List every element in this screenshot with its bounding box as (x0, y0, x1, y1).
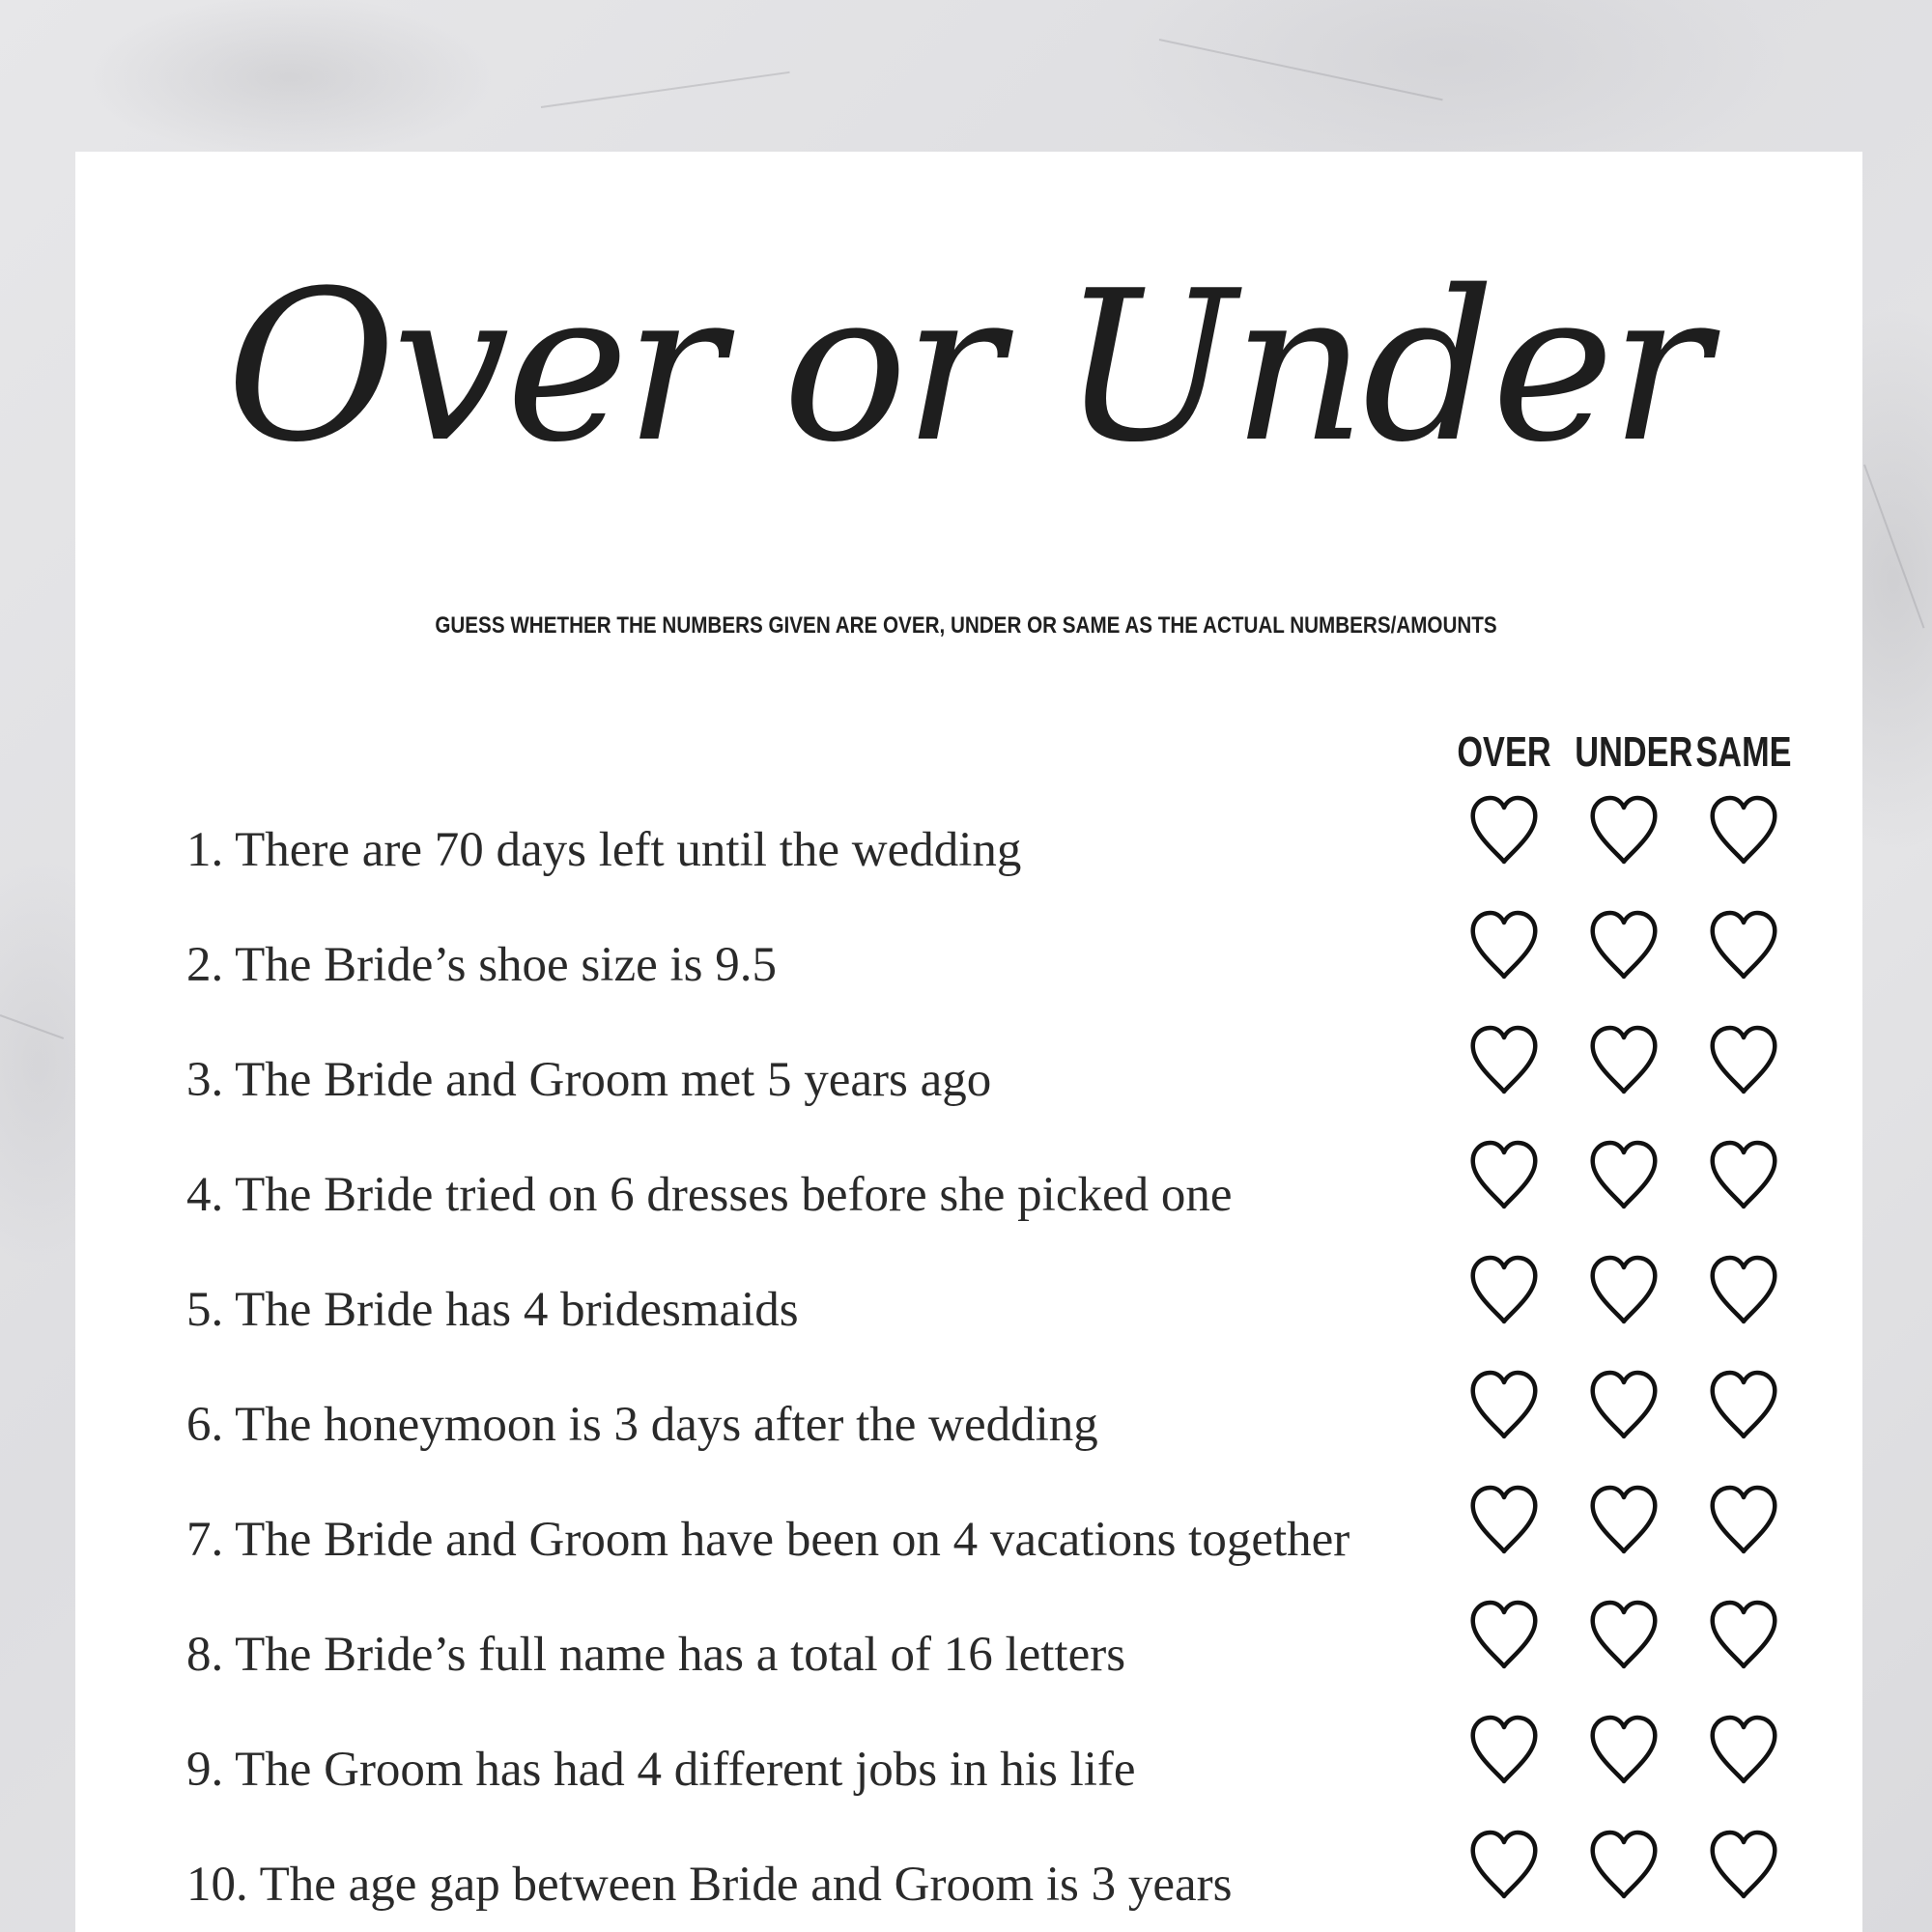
heart-icon[interactable] (1705, 1597, 1782, 1674)
marble-vein (0, 1014, 64, 1039)
heart-icon[interactable] (1705, 907, 1782, 984)
heart-icon[interactable] (1705, 1252, 1782, 1329)
heart-icon[interactable] (1705, 1827, 1782, 1904)
column-header-under: UNDER (1575, 728, 1693, 776)
heart-icon[interactable] (1585, 792, 1662, 869)
heart-icon[interactable] (1465, 1367, 1543, 1444)
column-header-same: SAME (1695, 728, 1792, 776)
question-3: 3. The Bride and Groom met 5 years ago (186, 1053, 992, 1107)
question-4: 4. The Bride tried on 6 dresses before she picked one (186, 1168, 1233, 1222)
worksheet-title: Over or Under (226, 245, 1706, 488)
heart-icon[interactable] (1585, 1137, 1662, 1214)
question-2: 2. The Bride’s shoe size is 9.5 (186, 938, 777, 992)
question-9: 9. The Groom has had 4 different jobs in his life (186, 1743, 1136, 1797)
heart-icon[interactable] (1705, 1022, 1782, 1099)
marble-vein (541, 71, 790, 108)
heart-icon[interactable] (1465, 1597, 1543, 1674)
heart-icon[interactable] (1585, 907, 1662, 984)
column-header-over: OVER (1457, 728, 1551, 776)
heart-icon[interactable] (1465, 1022, 1543, 1099)
heart-icon[interactable] (1585, 1712, 1662, 1789)
heart-icon[interactable] (1465, 1482, 1543, 1559)
question-8: 8. The Bride’s full name has a total of 16 letters (186, 1628, 1126, 1682)
heart-icon[interactable] (1585, 1597, 1662, 1674)
heart-icon[interactable] (1465, 1712, 1543, 1789)
question-1: 1. There are 70 days left until the wedding (186, 823, 1022, 877)
question-5: 5. The Bride has 4 bridesmaids (186, 1283, 799, 1337)
heart-icon[interactable] (1465, 1252, 1543, 1329)
heart-icon[interactable] (1585, 1482, 1662, 1559)
heart-icon[interactable] (1465, 792, 1543, 869)
question-10: 10. The age gap between Bride and Groom is 3 years (186, 1858, 1233, 1912)
heart-icon[interactable] (1705, 792, 1782, 869)
question-7: 7. The Bride and Groom have been on 4 vacations together (186, 1513, 1350, 1567)
heart-icon[interactable] (1465, 1827, 1543, 1904)
marble-vein (1159, 39, 1443, 100)
heart-icon[interactable] (1705, 1367, 1782, 1444)
heart-icon[interactable] (1585, 1252, 1662, 1329)
heart-icon[interactable] (1465, 1137, 1543, 1214)
heart-icon[interactable] (1585, 1367, 1662, 1444)
heart-icon[interactable] (1705, 1482, 1782, 1559)
question-6: 6. The honeymoon is 3 days after the wedding (186, 1398, 1098, 1452)
worksheet-instructions: GUESS WHETHER THE NUMBERS GIVEN ARE OVER, UNDER OR SAME AS THE ACTUAL NUMBERS/AMOUNTS (435, 612, 1497, 639)
heart-icon[interactable] (1705, 1137, 1782, 1214)
heart-icon[interactable] (1585, 1022, 1662, 1099)
heart-icon[interactable] (1705, 1712, 1782, 1789)
heart-icon[interactable] (1465, 907, 1543, 984)
heart-icon[interactable] (1585, 1827, 1662, 1904)
